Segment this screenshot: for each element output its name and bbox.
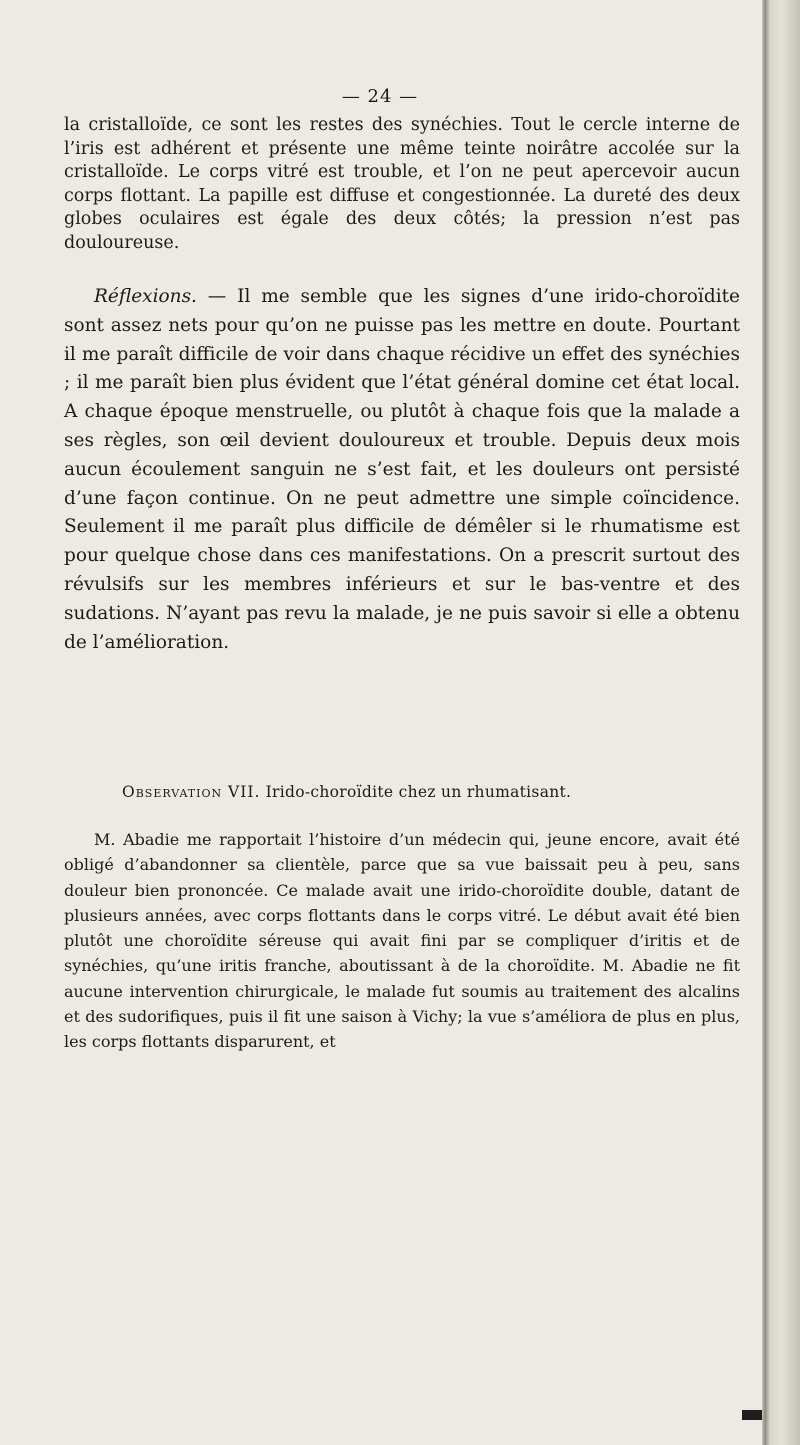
- observation-label: Observation VII.: [122, 783, 261, 801]
- paragraph-reflexions: [64, 283, 740, 657]
- reflexions-body: — Il me semble que les signes d’une irido-choroïdite sont assez nets pour qu’on ne puisse pas les mettre en doute. Pourtant il me paraît difficile de voir dans chaque récidive un effet des synéchies ; il me paraît bien plus évident que l’état général domine cet état local. A chaque époque menstruelle, ou plutôt à chaque fois que la malade a ses règles, son œil devient douloureux et trouble. Depuis deux mois aucun écoulement sanguin ne s’est fait, et les douleurs ont persisté d’une façon continue. On ne peut admettre une simple coïncidence. Seulement il me paraît plus difficile de démêler si le rhumatisme est pour quelque chose dans ces manifestations. On a prescrit surtout des révulsifs sur les membres inférieurs et sur le bas-ventre et des sudations. N’ayant pas revu la malade, je ne puis savoir si elle a obtenu de l’amélioration.: [64, 286, 740, 653]
- scan-mark: [742, 1410, 762, 1420]
- book-gutter: [762, 0, 800, 1445]
- reflexions-heading: Réflexions.: [94, 286, 197, 307]
- paragraph-abadie: [64, 827, 740, 1055]
- paragraph-text: la cristalloïde, ce sont les restes des synéchies. Tout le cercle interne de l’iris est adhérent et présente une même teinte noirâtre accolée sur la cristalloïde. Le corps vitré est trouble, et l’on ne peut apercevoir aucun corps flottant. La papille est diffuse et congestionnée. La dureté des deux globes oculaires est égale des deux côtés; la pression n’est pas douloureuse.: [64, 115, 740, 253]
- paragraph-text: [64, 283, 740, 657]
- observation-title: [122, 783, 571, 801]
- paragraph-cristalloide: [64, 114, 740, 255]
- observation-subject: Irido-choroïdite chez un rhumatisant.: [260, 783, 572, 801]
- paragraph-text: M. Abadie me rapportait l’histoire d’un médecin qui, jeune encore, avait été obligé d’abandonner sa clientèle, parce que sa vue baissait peu à peu, sans douleur bien prononcée. Ce malade avait une irido-choroïdite double, datant de plusieurs années, avec corps flottants dans le corps vitré. Le début avait été bien plutôt une choroïdite séreuse qui avait fini par se compliquer d’iritis et de synéchies, qu’une iritis franche, aboutissant à de la choroïdite. M. Abadie ne fit aucune intervention chirurgicale, le malade fut soumis au traitement des alcalins et des sudorifiques, puis il fit une saison à Vichy; la vue s’améliora de plus en plus, les corps flottants disparurent, et: [64, 830, 740, 1052]
- page-number: — 24 —: [341, 86, 419, 107]
